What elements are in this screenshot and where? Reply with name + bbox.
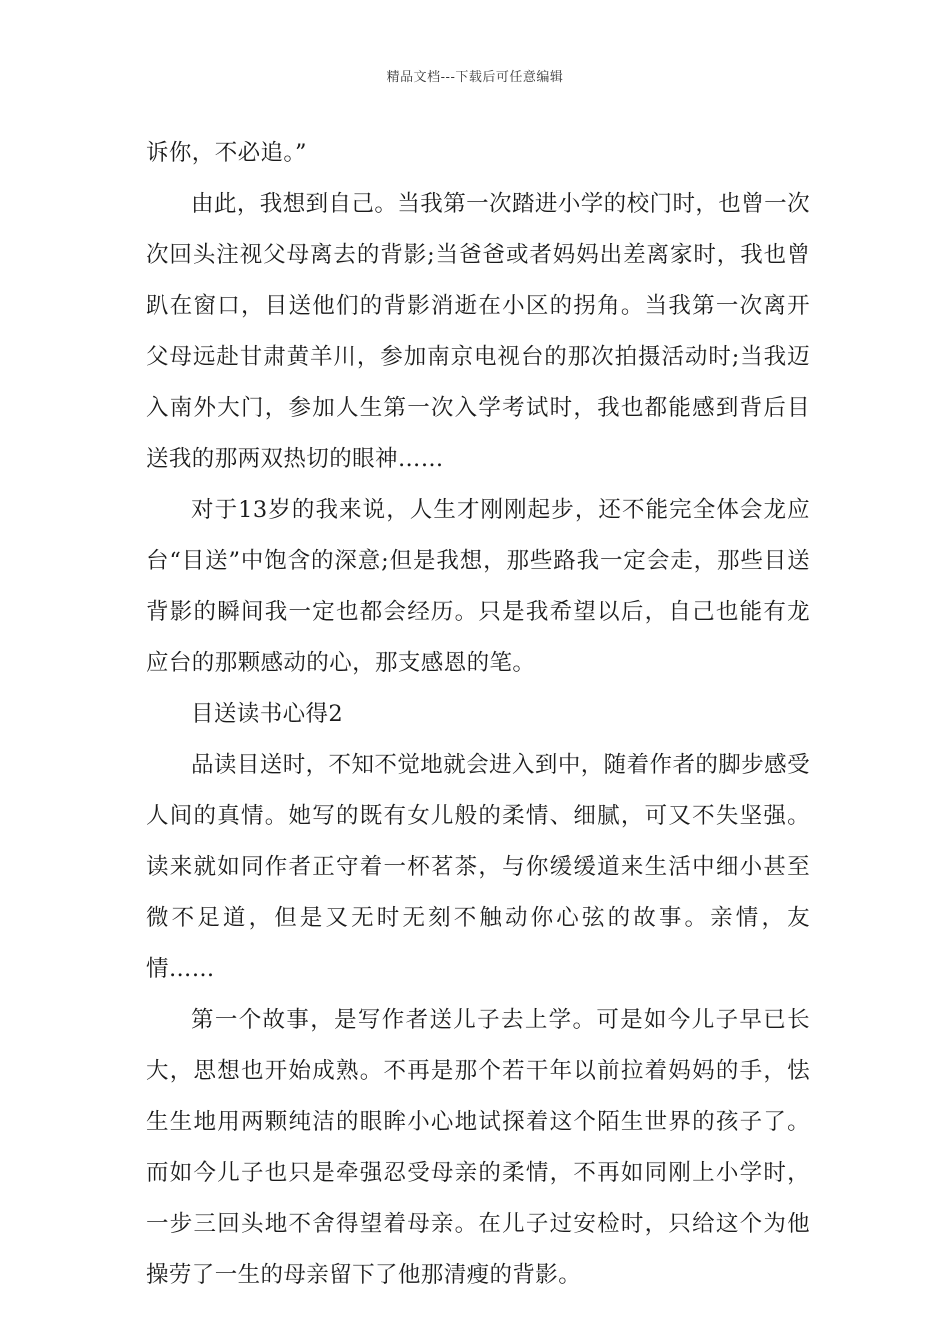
page-header: 精品文档---下载后可任意编辑 [386,70,564,85]
document-body [146,128,810,1301]
paragraph-continuation: 诉你，不必追。” [146,140,307,166]
paragraph: 对于13岁的我来说，人生才刚刚起步，还不能完全体会龙应台“目送”中饱含的深意;但是我想，那些路我一定会走，那些目送背影的瞬间我一定也都会经历。只是我希望以后，自己也能有龙应台的那颗感动的心，那支感恩的笔。 [146,497,810,676]
paragraph: 第一个故事，是写作者送儿子去上学。可是如今儿子早已长大，思想也开始成熟。不再是那个若干年以前拉着妈妈的手，怯生生地用两颗纯洁的眼眸小心地试探着这个陌生世界的孩子了。而如今儿子也只是牵强忍受母亲的柔情，不再如同刚上小学时，一步三回头地不舍得望着母亲。在儿子过安检时，只给这个为他操劳了一生的母亲留下了他那清瘦的背影。 [146,1007,810,1288]
paragraph: 由此，我想到自己。当我第一次踏进小学的校门时，也曾一次次回头注视父母离去的背影;当爸爸或者妈妈出差离家时，我也曾趴在窗口，目送他们的背影消逝在小区的拐角。当我第一次离开父母远赴甘肃黄羊川，参加南京电视台的那次拍摄活动时;当我迈入南外大门，参加人生第一次入学考试时，我也都能感到背后目送我的那两双热切的眼神…… [146,191,810,472]
paragraph: 品读目送时，不知不觉地就会进入到中，随着作者的脚步感受人间的真情。她写的既有女儿般的柔情、细腻，可又不失坚强。读来就如同作者正守着一杯茗茶，与你缓缓道来生活中细小甚至微不足道，但是又无时无刻不触动你心弦的故事。亲情，友情…… [146,752,810,982]
section-heading: 目送读书心得2 [191,701,344,727]
